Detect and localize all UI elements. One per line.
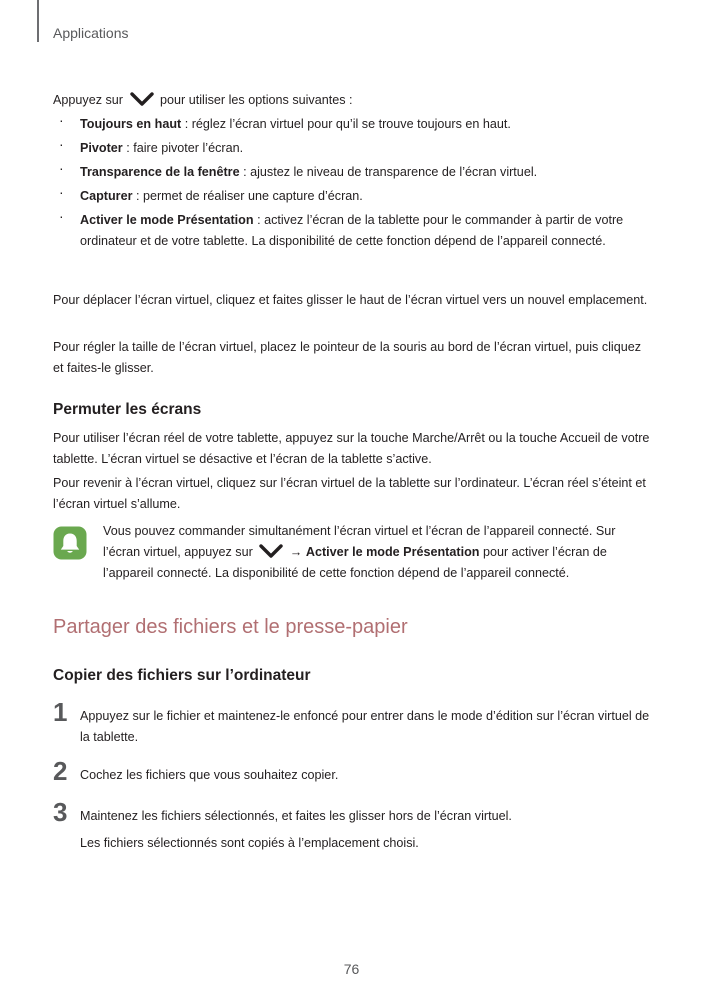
- switch-paragraph-1: Pour utiliser l’écran réel de votre tablette, appuyez sur la touche Marche/Arrêt ou la touche Accueil de votre tablette. L’écran virtuel se désactive et l’écran de la tablette s’active.: [53, 431, 650, 466]
- intro-before: Appuyez sur: [53, 93, 124, 107]
- move-paragraph: Pour déplacer l’écran virtuel, cliquez et faites glisser le haut de l’écran virtuel vers un nouvel emplacement.: [53, 293, 648, 307]
- intro-after: pour utiliser les options suivantes :: [160, 93, 353, 107]
- switch-paragraph-2: Pour revenir à l’écran virtuel, cliquez sur l’écran virtuel de la tablette sur l’ordinateur. L’écran réel s’éteint et l’écran virtuel s’allume.: [53, 476, 646, 511]
- list-item: · Activer le mode Présentation : activez l’écran de la tablette pour le commander à partir de votre ordinateur et de votre tablette. La disponibilité de cette fonction dépend de l’appareil connecté.: [59, 208, 624, 248]
- bell-icon: [53, 526, 87, 560]
- switch-heading: Permuter les écrans: [53, 401, 202, 418]
- section-title: Partager des fichiers et le presse-papier: [53, 616, 408, 638]
- step-number: 3: [53, 797, 68, 827]
- step-1: [53, 697, 651, 748]
- copy-heading: Copier des fichiers sur l’ordinateur: [53, 667, 311, 684]
- step-text: Cochez les fichiers que vous souhaitez copier.: [80, 768, 339, 782]
- page-edge-rule: [37, 0, 39, 42]
- list-item: · Capturer : permet de réaliser une capture d’écran.: [59, 184, 363, 203]
- running-header: Applications: [53, 25, 129, 41]
- list-item: · Pivoter : faire pivoter l’écran.: [59, 136, 244, 155]
- page-number: 76: [343, 961, 360, 977]
- options-intro: [53, 90, 651, 111]
- step-2: [53, 756, 651, 786]
- options-list: [53, 114, 651, 255]
- list-item: · Transparence de la fenêtre : ajustez le niveau de transparence de l’écran virtuel.: [59, 160, 538, 179]
- step-text: Maintenez les fichiers sélectionnés, et faites les glisser hors de l’écran virtuel.: [80, 809, 512, 823]
- step-text: Appuyez sur le fichier et maintenez-le enfoncé pour entrer dans le mode d’édition sur l’écran virtuel de la tablette.: [80, 709, 650, 744]
- chevron-down-icon: [258, 544, 284, 558]
- chevron-down-icon: [129, 92, 155, 106]
- step-number: 1: [53, 697, 68, 727]
- step-result: Les fichiers sélectionnés sont copiés à l’emplacement choisi.: [80, 836, 419, 850]
- step-3: [53, 797, 651, 854]
- resize-paragraph: Pour régler la taille de l’écran virtuel, placez le pointeur de la souris au bord de l’écran virtuel, puis cliquez et faites-le glisser.: [53, 340, 642, 375]
- note-text: Vous pouvez commander simultanément l’écran virtuel et l’écran de l’appareil connecté. Sur l’écran virtuel, appuyez sur → Activer le mode Présentation pour activer l’écran de l’appareil connecté. La disponibilité de cette fonction dépend de l’appareil connecté.: [103, 524, 616, 580]
- list-item: · Toujours en haut : réglez l’écran virtuel pour qu’il se trouve toujours en haut.: [59, 112, 511, 131]
- step-number: 2: [53, 756, 68, 786]
